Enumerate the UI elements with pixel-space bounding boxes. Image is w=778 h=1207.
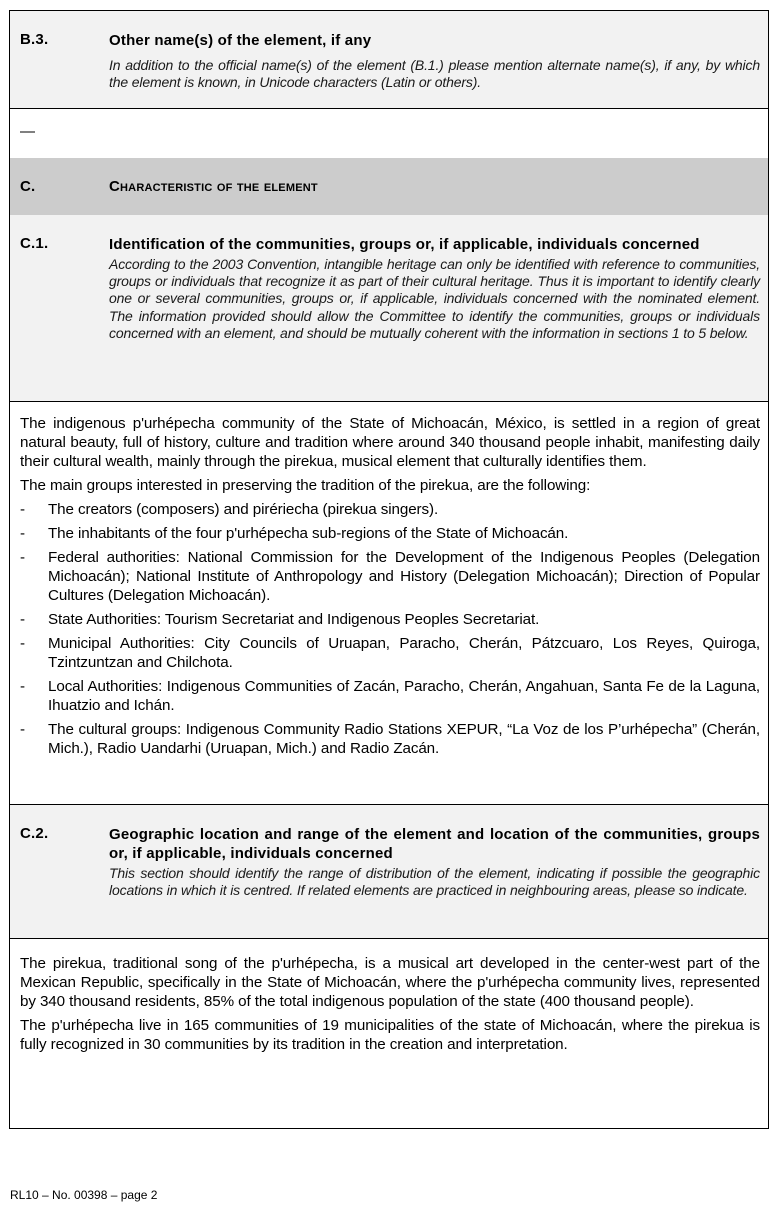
list-bullet: -: [20, 635, 25, 652]
list-bullet: -: [20, 501, 25, 518]
c1-answer-paragraph: The indigenous p'urhépecha community of the State of Michoacán, México, is settled in a region of great natural beauty, full of history, culture and tradition where around 340 thousand people inhabit, manifesting daily their cultural wealth, mainly through the pirekua, musical element that culturally identifies them.: [20, 415, 760, 470]
list-item-text: The inhabitants of the four p'urhépecha sub-regions of the State of Michoacán.: [48, 525, 569, 542]
list-item-text: State Authorities: Tourism Secretariat and Indigenous Peoples Secretariat.: [48, 611, 540, 628]
list-item-text: Municipal Authorities: City Councils of Uruapan, Paracho, Cherán, Pátzcuaro, Los Reyes, Quiroga, Tzintzuntzan and Chilchota.: [48, 635, 760, 671]
c1-groups-list: [20, 500, 760, 758]
list-item-text: The cultural groups: Indigenous Community Radio Stations XEPUR, “La Voz de los P’urhépecha” (Cherán, Mich.), Radio Uandarhi (Uruapan, Mich.) and Radio Zacán.: [48, 721, 760, 757]
section-b3-answer-text: —: [20, 123, 35, 140]
section-c1-number: C.1.: [20, 235, 49, 252]
section-b3-number: B.3.: [20, 31, 49, 48]
section-c1-title: Identification of the communities, groups or, if applicable, individuals concerned: [109, 236, 700, 253]
section-b3-title: Other name(s) of the element, if any: [109, 32, 372, 49]
section-c-number: C.: [20, 178, 36, 195]
list-item: [20, 634, 760, 672]
c2-answer-paragraph: The pirekua, traditional song of the p'urhépecha, is a musical art developed in the center-west part of the Mexican Republic, specifically in the State of Michoacán, where the p'urhépecha community lives, represented by 340 thousand residents, 85% of the total indigenous population of the state (400 thousand people).: [20, 955, 760, 1010]
list-item: [20, 548, 760, 605]
section-c-title: Characteristic of the element: [109, 178, 318, 195]
section-c1-description: According to the 2003 Convention, intangible heritage can only be identified with reference to communities, groups or individuals that recognize it as part of their cultural heritage. Thus it is important to identify clearly one or several communities, groups or, if applicable, individuals concerned with the nominated element. The information provided should allow the Committee to identify the communities, groups or individuals concerned with an element, and should be mutually coherent with the information in sections 1 to 5 below.: [109, 256, 760, 341]
section-c-band: [10, 158, 768, 215]
list-item: [20, 677, 760, 715]
list-bullet: -: [20, 549, 25, 566]
section-c2-answer: [10, 938, 768, 1128]
c2-answer-paragraph: The p'urhépecha live in 165 communities of 19 municipalities of the state of Michoacán, where the pirekua is fully recognized in 30 communities by its tradition in the creation and interpretation.: [20, 1017, 760, 1053]
section-b3-answer: [10, 108, 768, 158]
list-item: [20, 500, 760, 519]
section-b3-description: In addition to the official name(s) of the element (B.1.) please mention alternate name(s), if any, by which the element is known, in Unicode characters (Latin or others).: [109, 57, 760, 91]
nomination-form-box: [9, 10, 769, 1129]
list-item: [20, 610, 760, 629]
list-item-text: Federal authorities: National Commission for the Development of the Indigenous Peoples (Delegation Michoacán); National Institute of Anthropology and History (Delegation Michoacán); Direction of Popular Cultures (Delegation Michoacán).: [48, 549, 760, 604]
page-footer: RL10 – No. 00398 – page 2: [10, 1188, 158, 1202]
section-c2-number: C.2.: [20, 825, 49, 842]
section-c1-answer: [10, 401, 768, 804]
section-c2-header: [10, 804, 768, 938]
list-item-text: The creators (composers) and pirériecha (pirekua singers).: [48, 501, 439, 518]
section-c2-description: This section should identify the range of distribution of the element, indicating if possible the geographic locations in which it is centred. If related elements are practiced in neighbouring areas, please so indicate.: [109, 865, 760, 899]
list-item-text: Local Authorities: Indigenous Communities of Zacán, Paracho, Cherán, Angahuan, Santa Fe de la Laguna, Ihuatzio and Ichán.: [48, 678, 760, 714]
list-bullet: -: [20, 721, 25, 738]
list-bullet: -: [20, 611, 25, 628]
list-bullet: -: [20, 525, 25, 542]
list-bullet: -: [20, 678, 25, 695]
section-c2-title: Geographic location and range of the element and location of the communities, groups or, if applicable, individuals concerned: [109, 826, 760, 862]
section-c1-header: [10, 215, 768, 401]
c1-answer-paragraph: The main groups interested in preserving the tradition of the pirekua, are the following:: [20, 477, 591, 494]
list-item: [20, 720, 760, 758]
list-item: [20, 524, 760, 543]
section-b3-header: [10, 11, 768, 108]
